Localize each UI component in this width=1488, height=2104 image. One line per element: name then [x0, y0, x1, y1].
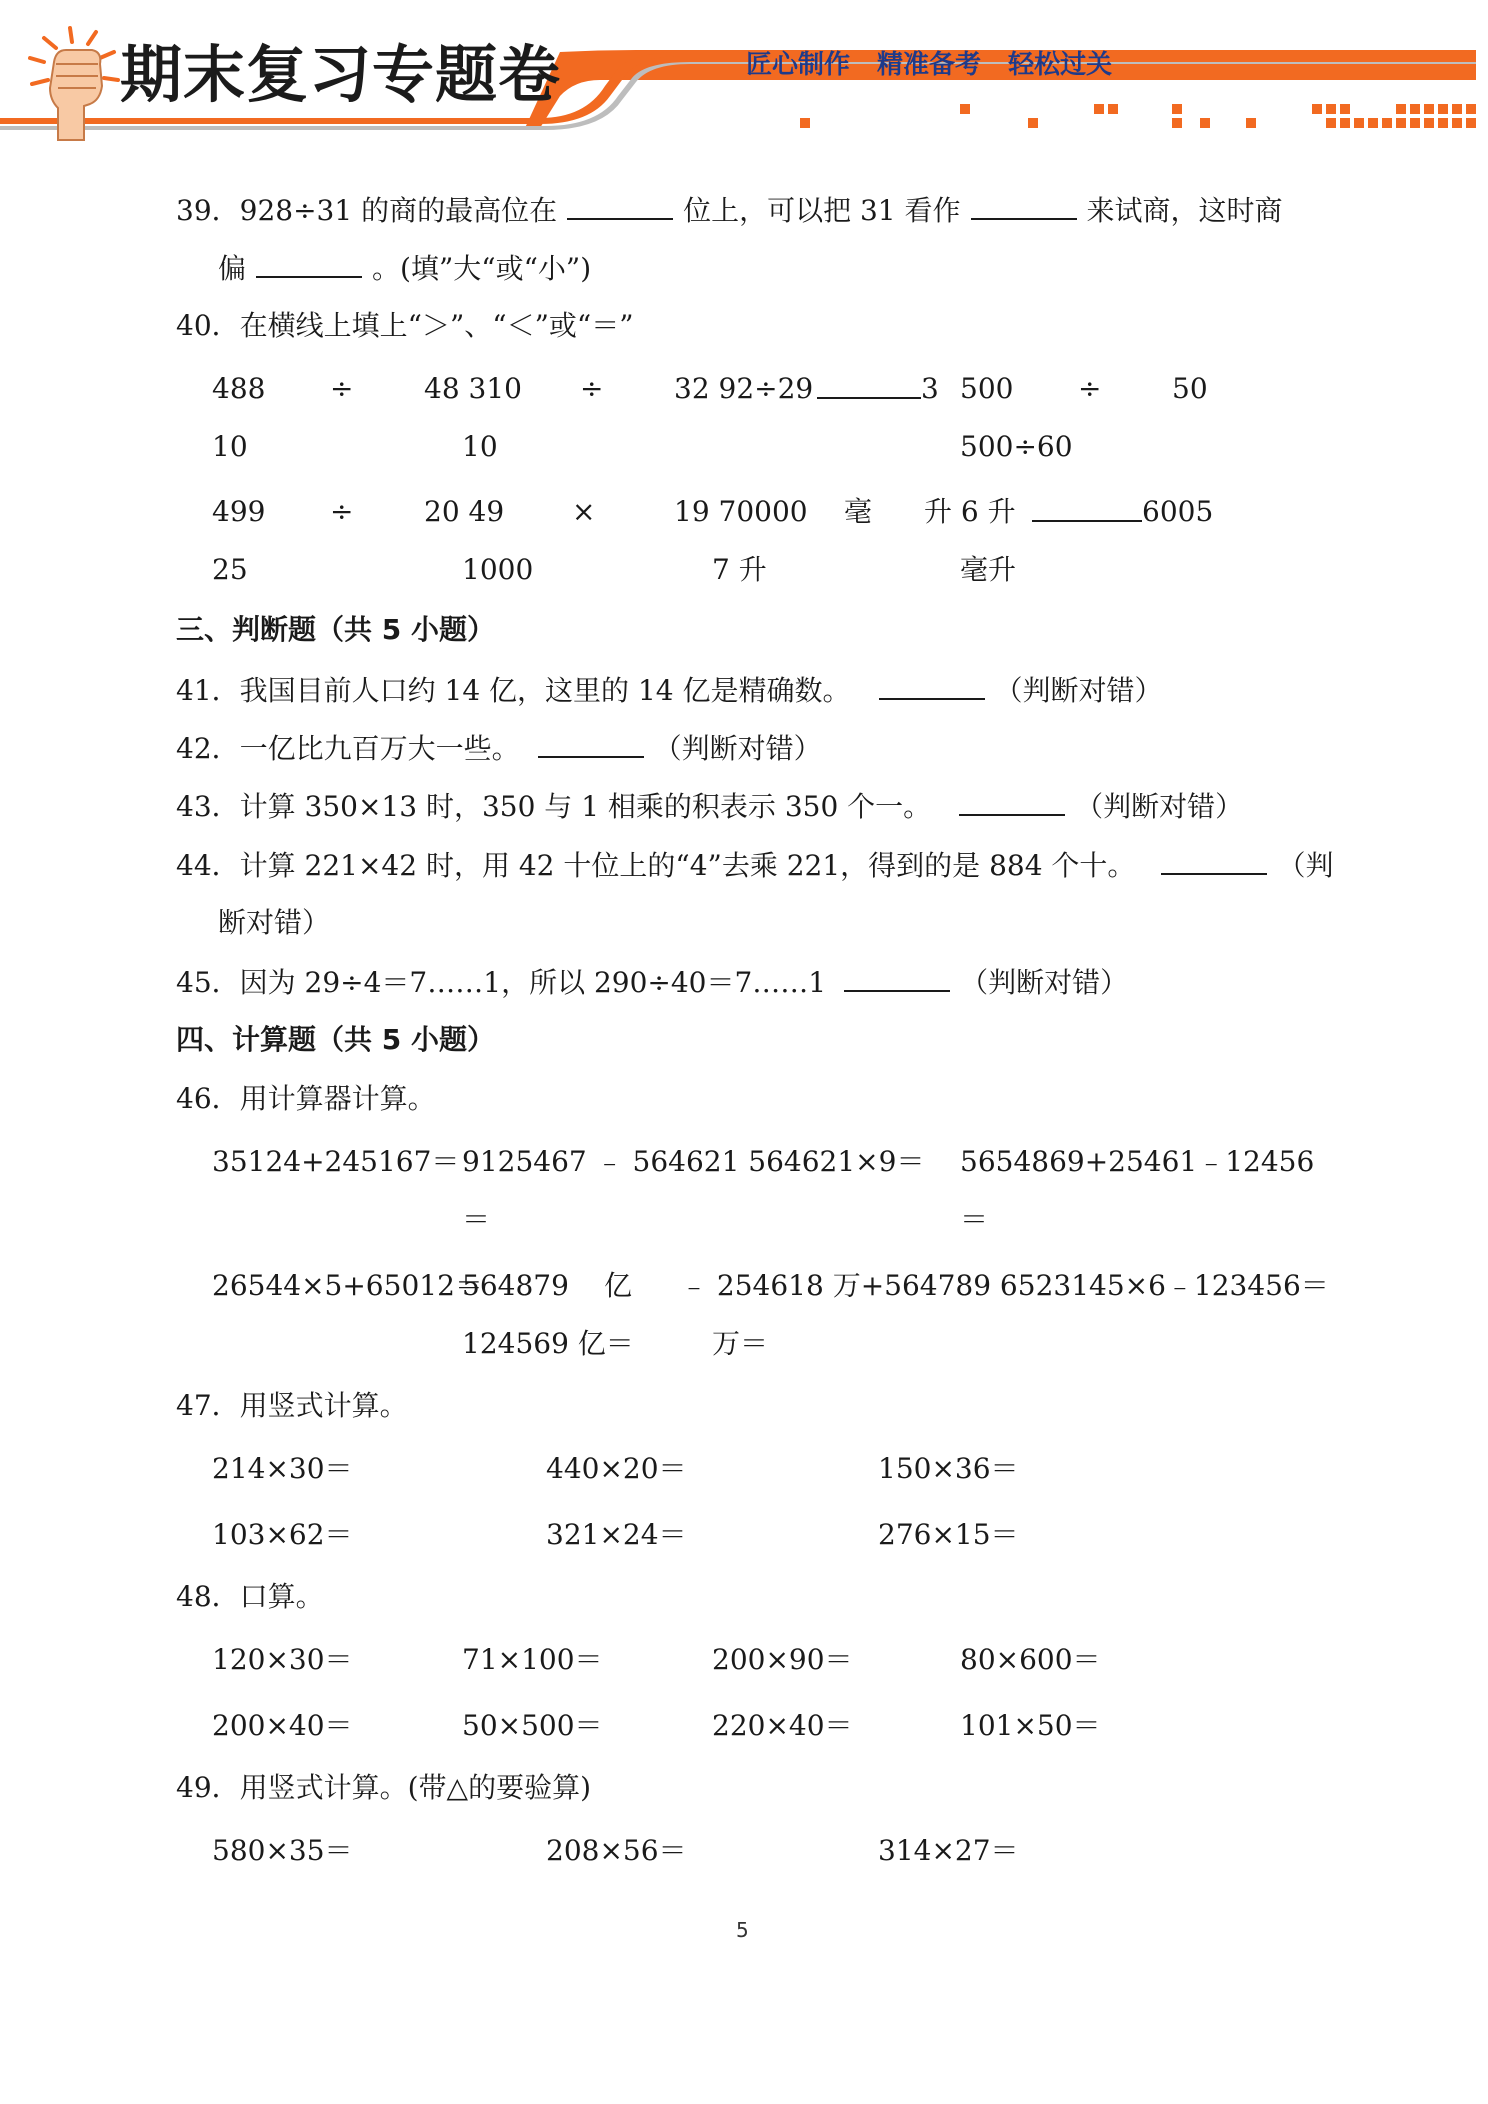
q46-cell: 35124+245167＝ [212, 1145, 460, 1178]
q45-tail: （判断对错） [960, 966, 1129, 999]
q46-cell: 26544×5+65012＝ [212, 1269, 483, 1302]
q46-cell: 万＝ [712, 1327, 769, 1360]
q39-line2 [218, 254, 591, 283]
q46-cell: ＝ [462, 1203, 491, 1236]
q48-cell: 120×30＝ [212, 1643, 353, 1676]
q46-cell: 5654869+25461﹣12456 [960, 1145, 1315, 1178]
q44-tail: （判 [1277, 849, 1334, 882]
q40-cell: ÷ [1078, 372, 1102, 405]
q46-cell: ＝ [960, 1203, 989, 1236]
q40-cell: ÷ [330, 372, 354, 405]
q39-blank-2[interactable] [971, 196, 1077, 220]
q49-cell: 580×35＝ [212, 1834, 353, 1867]
q40-cell: 10 [212, 430, 248, 463]
section-3-title: 三、判断题（共 5 小题） [176, 613, 495, 646]
q40-cell: × [572, 495, 596, 528]
q40-cell: 488 [212, 372, 266, 405]
q45 [176, 968, 1128, 997]
q40-cell: ÷ [330, 495, 354, 528]
q47-cell: 440×20＝ [546, 1452, 687, 1485]
q49-stem: 49．用竖式计算。(带△的要验算) [176, 1771, 592, 1804]
q40-cell: 19 70000 [674, 495, 808, 528]
q43 [176, 792, 1243, 821]
q47-cell: 321×24＝ [546, 1518, 687, 1551]
q42-tail: （判断对错） [653, 732, 822, 765]
q40-cell: 499 [212, 495, 266, 528]
banner-slogan: 匠心制作 精准备考 轻松过关 [746, 50, 1113, 80]
q49-cell: 208×56＝ [546, 1834, 687, 1867]
q48-cell: 101×50＝ [960, 1709, 1101, 1742]
q47-cell: 214×30＝ [212, 1452, 353, 1485]
q39-text-a: 39．928÷31 的商的最高位在 [176, 194, 558, 227]
q40-cell: 500 [960, 372, 1014, 405]
q49-cell: 314×27＝ [878, 1834, 1019, 1867]
q40-cell: 3 [921, 372, 939, 405]
q47-cell: 103×62＝ [212, 1518, 353, 1551]
page-header [0, 0, 1488, 150]
q40-cell: 1000 [462, 553, 534, 586]
q40-cell: 毫 [844, 495, 873, 528]
q47-cell: 150×36＝ [878, 1452, 1019, 1485]
q48-cell: 200×90＝ [712, 1643, 853, 1676]
q40-cell: 20 49 [424, 495, 505, 528]
q40-blank-1[interactable] [817, 397, 921, 399]
q41-tail: （判断对错） [994, 674, 1163, 707]
q48-cell: 71×100＝ [462, 1643, 603, 1676]
q43-blank[interactable] [959, 792, 1065, 816]
q44-line2: 断对错） [218, 906, 331, 939]
q40-cell: ÷ [580, 372, 604, 405]
q46-cell: ﹣ 254618 万+564789 6523145×6﹣123456＝ [680, 1269, 1329, 1302]
q46-cell: 124569 亿＝ [462, 1327, 634, 1360]
q40-cell: 毫升 [960, 553, 1017, 586]
q47-cell: 276×15＝ [878, 1518, 1019, 1551]
q40-cell: 48 310 [424, 372, 522, 405]
q39-text-b: 位上，可以把 31 看作 [683, 194, 961, 227]
q48-cell: 200×40＝ [212, 1709, 353, 1742]
q43-tail: （判断对错） [1075, 790, 1244, 823]
q40-stem: 40．在横线上填上“＞”、“＜”或“＝” [176, 309, 634, 342]
q39-line1 [176, 196, 1283, 225]
q46-stem: 46．用计算器计算。 [176, 1082, 436, 1115]
q39-text-c: 来试商，这时商 [1086, 194, 1283, 227]
q41-text: 41．我国目前人口约 14 亿，这里的 14 亿是精确数。 [176, 674, 851, 707]
q44-text: 44．计算 221×42 时，用 42 十位上的“4”去乘 221，得到的是 884 个十。 [176, 849, 1136, 882]
q45-text: 45．因为 29÷4＝7……1，所以 290÷40＝7……1 [176, 966, 827, 999]
q43-text: 43．计算 350×13 时，350 与 1 相乘的积表示 350 个一。 [176, 790, 932, 823]
q40-cell: 50 [1172, 372, 1208, 405]
q44 [176, 851, 1333, 880]
q40-cell: 500÷60 [960, 430, 1073, 463]
q41-blank[interactable] [879, 676, 985, 700]
q42-blank[interactable] [538, 734, 644, 758]
q40-cell: 升 6 升 [924, 495, 1016, 528]
q40-cell: 7 升 [712, 553, 767, 586]
q48-cell: 80×600＝ [960, 1643, 1101, 1676]
q46-cell: 9125467 ﹣ 564621 564621×9＝ [462, 1145, 925, 1178]
q47-stem: 47．用竖式计算。 [176, 1389, 408, 1422]
decorative-squares [800, 104, 1476, 128]
q42-text: 42．一亿比九百万大一些。 [176, 732, 520, 765]
q48-stem: 48．口算。 [176, 1580, 324, 1613]
q41 [176, 676, 1163, 705]
q48-cell: 220×40＝ [712, 1709, 853, 1742]
q39-text-e: 。(填”大“或“小”) [372, 252, 592, 285]
q46-cell: 亿 [604, 1269, 633, 1302]
banner-title: 期末复习专题卷 [120, 38, 562, 111]
page-number: 5 [736, 1918, 749, 1942]
q39-blank-1[interactable] [567, 196, 673, 220]
q39-blank-3[interactable] [256, 254, 362, 278]
section-4-title: 四、计算题（共 5 小题） [176, 1023, 495, 1056]
q40-cell: 32 92÷29 [674, 372, 814, 405]
q42 [176, 734, 822, 763]
q39-text-d: 偏 [218, 252, 247, 285]
q40-cell: 6005 [1142, 495, 1214, 528]
q40-blank-2[interactable] [1032, 520, 1142, 522]
q45-blank[interactable] [844, 968, 950, 992]
q40-cell: 10 [462, 430, 498, 463]
q44-blank[interactable] [1161, 851, 1267, 875]
q46-cell: 564879 [462, 1269, 569, 1302]
q40-cell: 25 [212, 553, 248, 586]
q48-cell: 50×500＝ [462, 1709, 603, 1742]
